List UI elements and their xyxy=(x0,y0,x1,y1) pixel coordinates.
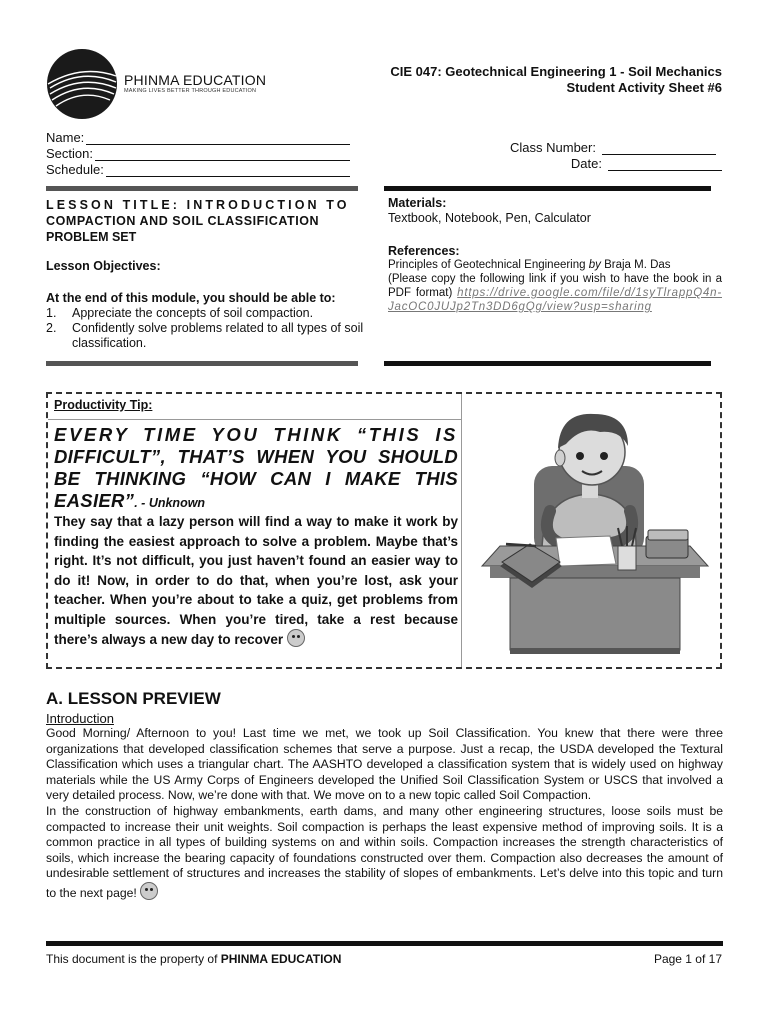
objective-number: 2. xyxy=(46,321,57,335)
paragraph-1: Good Morning/ Afternoon to you! Last time we met, we took up Soil Classification. You knew that there were three organizations that developed classification schemes that serve a purpose. Just a recap, the USDA developed the Textural Classification which uses a triangular chart. The AASHTO developed a classification system that is widely used on highway materials while the US Army Corps of Engineers developed the Unified Soil Classification System or USCS that involved a very detailed process. Now, we’re done with that. We move on to a new topic called Soil Compaction. xyxy=(46,726,723,803)
reference-book xyxy=(388,258,722,272)
objective-text: Appreciate the concepts of soil compaction. xyxy=(72,306,314,320)
lesson-objectives xyxy=(46,259,380,351)
tip-body-text: They say that a lazy person will find a way to make it work by finding the easiest approach to solve a problem. Maybe that’s right. It’s not difficult, you just haven’t found an easier way to do it! Now, in order to do that, when you’re lost, ask your teacher. When you’re about to take a quiz, get problems from multiple sources. When you’re tired, take a rest because there’s always a new day to recover xyxy=(54,514,458,647)
grinning-emoji-icon xyxy=(287,629,305,647)
tip-quote xyxy=(54,424,458,514)
paragraph-2 xyxy=(46,804,723,902)
paragraph-2-text: In the construction of highway embankments, earth dams, and many other engineering structures, loose soils must be compacted to increase their unit weights. Soil compaction is perhaps the least expensive method of improving soils. It is a common practice in all types of building systems on and within soils. Compaction increases the strength characteristics of soils, which increase the bearing capacity of foundations constructed over them. Compaction also decreases the amount of undesirable settlement of structures and increases the stability of slopes of embankments. Let’s delve into this topic and turn to the next page! xyxy=(46,803,723,900)
reference-link[interactable]: https://drive.google.com/file/d/1syTlrappQ4n-JacOC0JUJp2Tn3DD6gQg/view?usp=sharing xyxy=(388,287,722,313)
section-heading: A. LESSON PREVIEW xyxy=(46,689,221,708)
divider-left-top xyxy=(46,186,358,191)
tip-heading-rule xyxy=(48,419,462,420)
activity-sheet-number: Student Activity Sheet #6 xyxy=(566,80,722,95)
reference-note-text: (Please copy the following link if you wish to have the book in a PDF format) xyxy=(388,273,722,299)
references xyxy=(388,244,722,314)
reference-title: Principles of Geotechnical Engineering xyxy=(388,259,589,271)
footer-divider xyxy=(46,941,723,946)
schedule-line[interactable] xyxy=(106,163,350,177)
objectives-label: Lesson Objectives: xyxy=(46,259,161,273)
materials-text: Textbook, Notebook, Pen, Calculator xyxy=(388,211,591,225)
footer-ownership xyxy=(46,952,341,966)
objective-text: Confidently solve problems related to all types of soil classification. xyxy=(72,321,364,350)
class-number-line[interactable] xyxy=(602,141,716,155)
name-field[interactable] xyxy=(46,129,350,145)
divider-left-bottom xyxy=(46,361,358,366)
materials-label: Materials: xyxy=(388,196,447,210)
section-label: Section: xyxy=(46,146,93,161)
footer-owner: PHINMA EDUCATION xyxy=(220,952,342,966)
quote-line1: EVERY TIME YOU THINK “THIS IS xyxy=(54,424,458,445)
list-item xyxy=(46,321,380,351)
lesson-title-line3: PROBLEM SET xyxy=(46,230,137,244)
schedule-field[interactable] xyxy=(46,161,350,177)
reference-author: Braja M. Das xyxy=(600,259,671,271)
name-label: Name: xyxy=(46,130,85,145)
objectives-intro: At the end of this module, you should be able to: xyxy=(46,291,336,305)
student-info-fields xyxy=(46,129,350,177)
date-field[interactable] xyxy=(510,155,722,171)
brand-name: PHINMA EDUCATION xyxy=(124,72,267,88)
reference-note xyxy=(388,272,722,314)
quote-rest: DIFFICULT”, THAT’S WHEN YOU SHOULD BE THINKING “HOW CAN I MAKE THIS EASIER” xyxy=(54,446,458,511)
objective-number: 1. xyxy=(46,306,57,320)
course-title: CIE 047: Geotechnical Engineering 1 - Soil Mechanics xyxy=(390,64,722,79)
divider-right-top xyxy=(384,186,711,191)
class-number-field[interactable] xyxy=(510,139,722,155)
references-label: References: xyxy=(388,244,460,258)
heart-eyes-emoji-icon xyxy=(140,882,158,900)
boy-studying-illustration xyxy=(470,396,718,664)
phinma-logo-icon xyxy=(46,48,118,120)
list-item xyxy=(46,306,380,321)
materials xyxy=(388,196,722,226)
objectives-list xyxy=(46,306,380,351)
brand-tagline: MAKING LIVES BETTER THROUGH EDUCATION xyxy=(124,88,257,94)
tip-heading: Productivity Tip: xyxy=(54,398,153,412)
page-number: Page 1 of 17 xyxy=(653,952,722,966)
section-field[interactable] xyxy=(46,145,350,161)
lesson-title-line2: COMPACTION AND SOIL CLASSIFICATION xyxy=(46,214,320,228)
date-label: Date: xyxy=(570,156,602,171)
lesson-title xyxy=(46,197,380,245)
class-number-label: Class Number: xyxy=(510,140,596,155)
class-info-fields xyxy=(510,139,722,171)
schedule-label: Schedule: xyxy=(46,162,104,177)
tip-body xyxy=(54,512,458,650)
section-line[interactable] xyxy=(95,147,350,161)
date-line[interactable] xyxy=(608,157,722,171)
divider-right-bottom xyxy=(384,361,711,366)
footer-ownership-text: This document is the property of xyxy=(46,952,221,966)
introduction-body xyxy=(46,726,723,902)
quote-author: . - Unknown xyxy=(134,496,206,510)
reference-by: by xyxy=(588,259,601,271)
lesson-title-line1: LESSON TITLE: INTRODUCTION TO xyxy=(46,198,350,212)
introduction-heading: Introduction xyxy=(46,711,114,726)
course-header xyxy=(390,64,722,96)
name-line[interactable] xyxy=(86,131,350,145)
